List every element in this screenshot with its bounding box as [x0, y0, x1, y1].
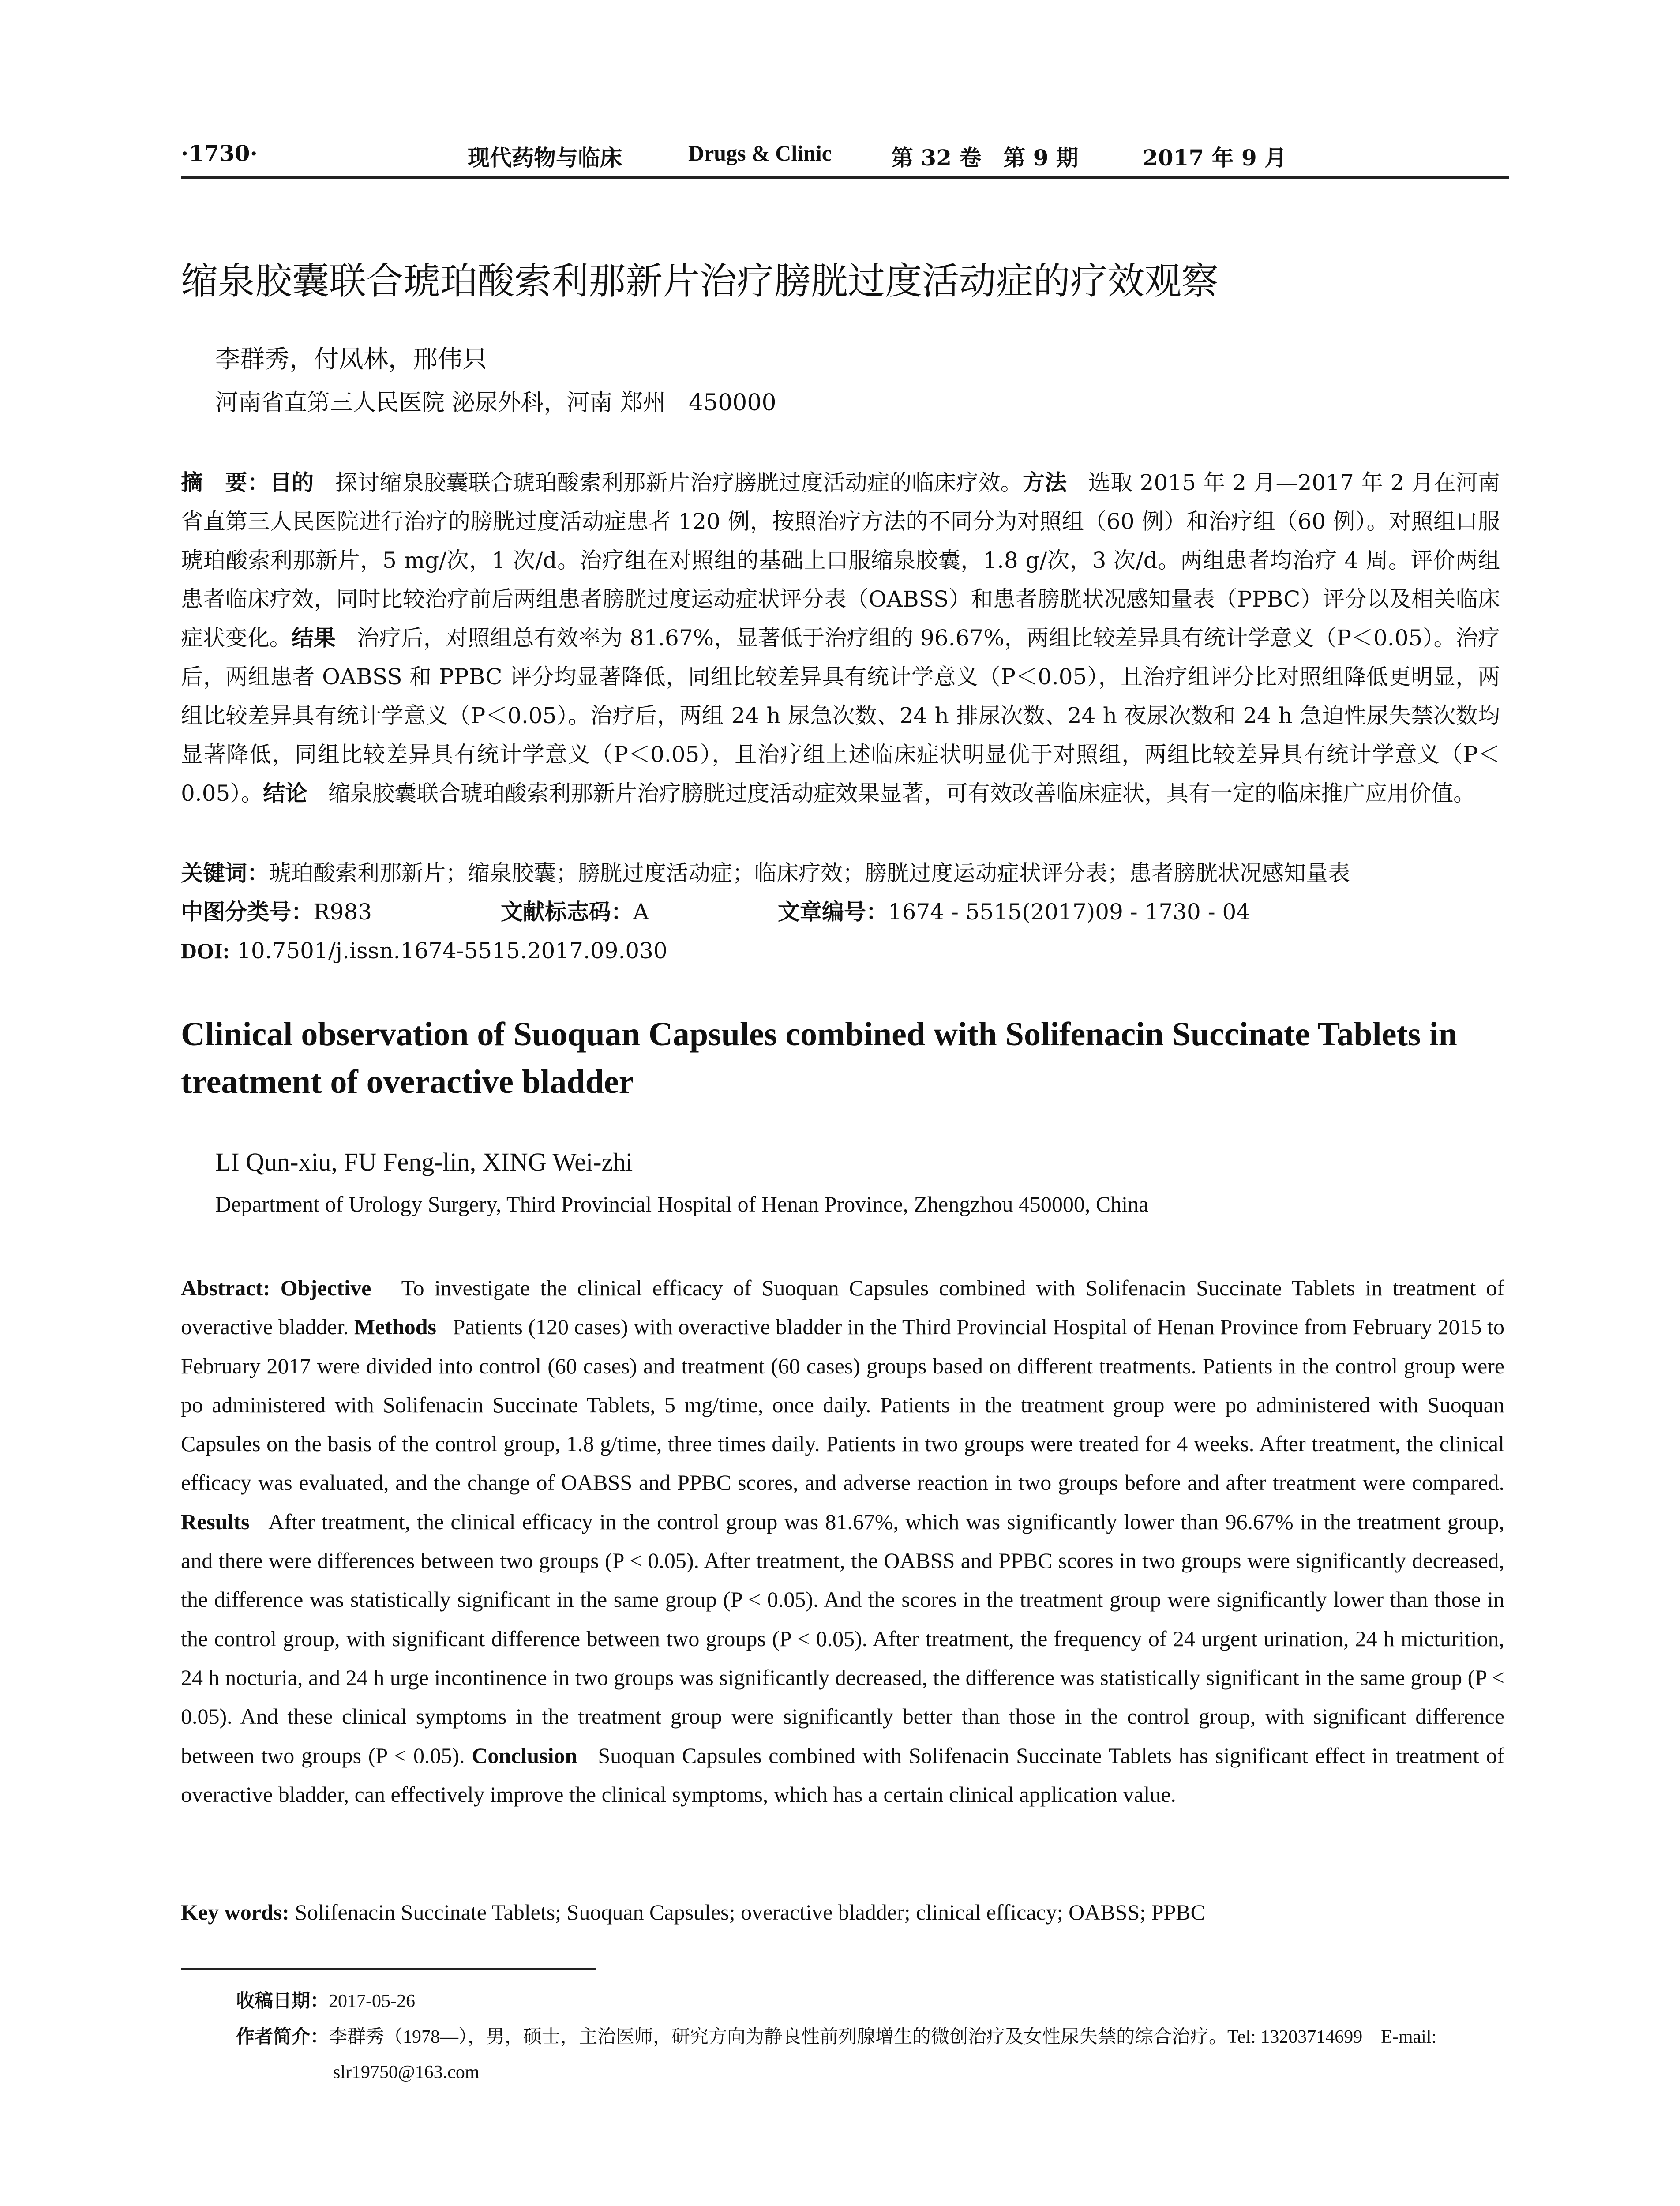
volume-issue: 第 32 卷 第 9 期 — [891, 145, 1078, 171]
doc-code-value: A — [633, 899, 649, 925]
en-abstract-label: Abstract: — [181, 1276, 270, 1300]
en-conclusion-label: Conclusion — [472, 1743, 578, 1768]
en-objective: To investigate the clinical efficacy of Suoquan Capsules combined with Solifenacin Succinate Tablets in treatment of overactive bladder. — [181, 1276, 1504, 1339]
cn-methods-label: 方法 — [1022, 470, 1067, 495]
cn-affiliation: 河南省直第三人民医院 泌尿外科，河南 郑州 450000 — [215, 390, 776, 416]
received-label: 收稿日期： — [236, 1990, 329, 2011]
cn-authors: 李群秀，付凤林，邢伟只 — [215, 345, 487, 374]
cn-keywords-label: 关键词： — [181, 860, 269, 886]
cn-objective: 探讨缩泉胶囊联合琥珀酸索利那新片治疗膀胱过度活动症的临床疗效。 — [335, 470, 1023, 495]
cn-title: 缩泉胶囊联合琥珀酸索利那新片治疗膀胱过度活动症的疗效观察 — [181, 259, 1219, 303]
doi-label: DOI: — [181, 938, 230, 963]
en-keywords-label: Key words: — [181, 1900, 289, 1925]
footnote — [236, 1983, 1507, 2090]
received-date: 2017-05-26 — [329, 1991, 415, 2011]
cn-objective-label: 目的 — [270, 470, 314, 495]
en-keywords: Solifenacin Succinate Tablets; Suoquan Capsules; overactive bladder; clinical efficacy; OABSS; PPBC — [295, 1900, 1205, 1925]
received-line — [236, 1983, 1507, 2019]
en-abstract — [181, 1268, 1504, 1814]
author-bio-label: 作者简介： — [236, 2026, 329, 2047]
running-header — [181, 140, 1504, 176]
cn-results-label: 结果 — [291, 625, 336, 651]
page-number: ·1730· — [181, 140, 258, 166]
cn-methods: 选取 2015 年 2 月—2017 年 2 月在河南省直第三人民医院进行治疗的膀胱过度活动症患者 120 例，按照治疗方法的不同分为对照组（60 例）和治疗组（60 例）。对照组口服琥珀酸索利那新片，5 mg/次，1 次/d。治疗组在对照组的基础上口服缩泉胶囊，1.8 g/次，3 次/d。两组患者均治疗 4 周。评价两组患者临床疗效，同时比较治疗前后两组患者膀胱过度运动症状评分表（OABSS）和患者膀胱状况感知量表（PPBC）评分以及相关临床症状变化。 — [181, 470, 1500, 651]
cn-keywords: 琥珀酸索利那新片；缩泉胶囊；膀胱过度活动症；临床疗效；膀胱过度运动症状评分表；患者膀胱状况感知量表 — [269, 860, 1350, 886]
en-conclusion: Suoquan Capsules combined with Solifenacin Succinate Tablets has significant effect in treatment of overactive bladder, can effectively improve the clinical symptoms, which has a certain clinical application value. — [181, 1743, 1505, 1807]
footnote-rule — [181, 1968, 596, 1970]
doc-code-label: 文献标志码： — [500, 899, 633, 925]
journal-name-cn: 现代药物与临床 — [468, 145, 622, 171]
journal-name-en: Drugs & Clinic — [688, 141, 832, 165]
author-email: slr19750@163.com — [333, 2062, 480, 2082]
cn-results: 治疗后，对照组总有效率为 81.67%，显著低于治疗组的 96.67%，两组比较差异具有统计学意义（P＜0.05）。治疗后，两组患者 OABSS 和 PPBC 评分均显著降低，同组比较差异具有统计学意义（P＜0.05），且治疗组评分比对照组降低更明显，两组比较差异具有统计学意义（P＜0.05）。治疗后，两组 24 h 尿急次数、24 h 排尿次数、24 h 夜尿次数和 24 h 急迫性尿失禁次数均显著降低，同组比较差异具有统计学意义（P＜0.05），且治疗组上述临床症状明显优于对照组，两组比较差异具有统计学意义（P＜0.05）。 — [181, 625, 1500, 806]
cn-abstract-label: 摘 要： — [181, 470, 270, 495]
en-authors: LI Qun-xiu, FU Feng-lin, XING Wei-zhi — [215, 1148, 633, 1176]
cn-abstract — [181, 463, 1500, 813]
cn-keywords-line — [181, 854, 1504, 893]
en-objective-label: Objective — [280, 1276, 371, 1300]
en-methods-label: Methods — [354, 1314, 437, 1339]
author-bio: 李群秀（1978—），男，硕士，主治医师，研究方向为静良性前列腺增生的微创治疗及女性尿失禁的综合治疗。Tel: 13203714699 E-mail: — [329, 2027, 1437, 2047]
header-rule — [181, 176, 1509, 179]
en-title: Clinical observation of Suoquan Capsules combined with Solifenacin Succinate Tablets in treatment of overactive bladder — [181, 1016, 1457, 1100]
en-results-label: Results — [181, 1509, 250, 1534]
clc-value: R983 — [313, 899, 372, 925]
issue-date: 2017 年 9 月 — [1143, 145, 1287, 171]
en-affiliation: Department of Urology Surgery, Third Provincial Hospital of Henan Province, Zhengzhou 450000, China — [215, 1192, 1149, 1216]
doi-value: 10.7501/j.issn.1674-5515.2017.09.030 — [237, 938, 668, 964]
cn-conclusion: 缩泉胶囊联合琥珀酸索利那新片治疗膀胱过度活动症效果显著，可有效改善临床症状，具有一定的临床推广应用价值。 — [328, 780, 1476, 806]
en-methods: Patients (120 cases) with overactive bladder in the Third Provincial Hospital of Henan Province from February 2015 to February 2017 were divided into control (60 cases) and treatment (60 cases) groups based on different treatments. Patients in the control group were po administered with Solifenacin Succinate Tablets, 5 mg/time, once daily. Patients in the treatment group were po administered with Suoquan Capsules on the basis of the control group, 1.8 g/time, three times daily. Patients in two groups were treated for 4 weeks. After treatment, the clinical efficacy was evaluated, and the change of OABSS and PPBC scores, and adverse reaction in two groups before and after treatment were compared. — [181, 1314, 1505, 1495]
article-no-label: 文章编号： — [777, 899, 888, 925]
author-bio-line — [236, 2019, 1507, 2055]
cn-conclusion-label: 结论 — [263, 780, 308, 806]
cn-classification-line — [181, 893, 1504, 931]
cn-keywords-block — [181, 854, 1504, 970]
en-results: After treatment, the clinical efficacy in the control group was 81.67%, which was significantly lower than 96.67% in the treatment group, and there were differences between two groups (P < 0.05). After treatment, the OABSS and PPBC scores in two groups were significantly decreased, the difference was statistically significant in the same group (P < 0.05). And the scores in the treatment group were significantly lower than those in the control group, with significant difference between two groups (P < 0.05). After treatment, the frequency of 24 urgent urination, 24 h micturition, 24 h nocturia, and 24 h urge incontinence in two groups was significantly decreased, the difference was statistically significant in the same group (P < 0.05). And these clinical symptoms in the treatment group were significantly better than those in the control group, with significant difference between two groups (P < 0.05). — [181, 1509, 1504, 1768]
article-no-value: 1674 - 5515(2017)09 - 1730 - 04 — [888, 899, 1251, 925]
en-keywords-line — [181, 1899, 1504, 1925]
doi-line — [181, 931, 1504, 970]
clc-label: 中图分类号： — [181, 899, 313, 925]
